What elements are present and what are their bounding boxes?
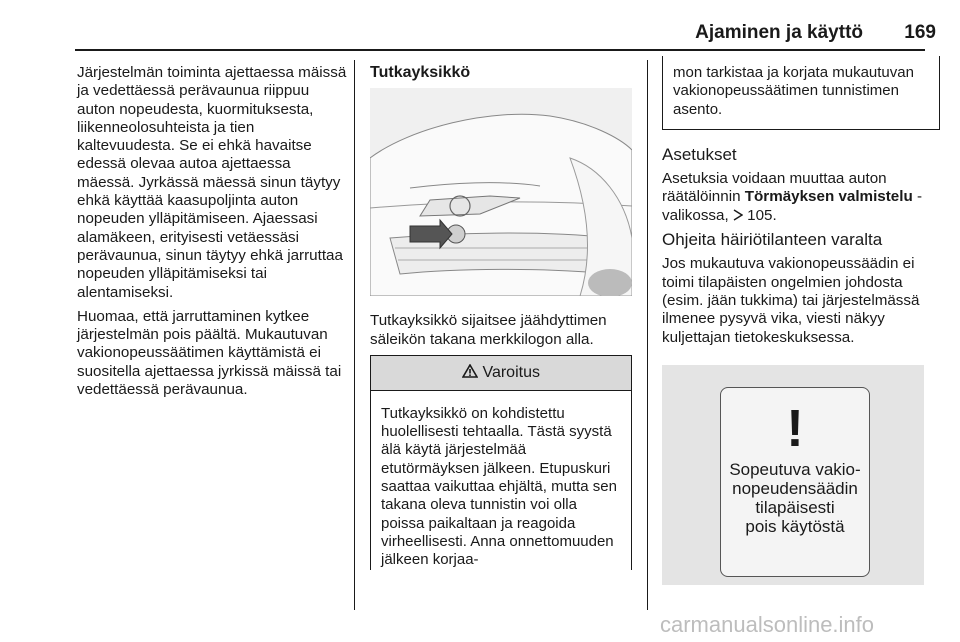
paragraph-braking: Huomaa, että jarruttaminen kytkee järjestelmän pois päältä. Mukautuvan vakionopeussäätimen käyttämistä ei suositella ajettaessa jyrkissä mäissä tai vedettäessä perävaunua. (77, 307, 342, 399)
display-panel (720, 387, 870, 577)
page-reference[interactable]: 105. (747, 206, 777, 224)
car-front-image (370, 88, 632, 296)
column-divider-2 (647, 60, 648, 610)
watermark: carmanualsonline.info (660, 612, 875, 637)
radar-heading: Tutkayksikkö (370, 64, 471, 81)
fault-heading: Ohjeita häiriötilanteen varalta (662, 230, 883, 250)
menu-name: Törmäyksen valmistelu (744, 188, 913, 206)
page-header (0, 22, 936, 46)
warning-box-continued: mon tarkistaa ja korjata mukautuvan vakionopeussäätimen tunnistimen asento. (662, 56, 940, 130)
exclamation-icon: ! (786, 399, 804, 458)
column-divider-1 (354, 60, 355, 610)
radar-caption: Tutkayksikkö sijaitsee jäähdyttimen säleikön takana merkkilogon alla. (370, 312, 607, 348)
display-line-1: Sopeutuva vakio- (729, 459, 861, 479)
section-title: Ajaminen ja käyttö (695, 22, 864, 43)
warning-title: Varoitus (482, 363, 540, 381)
warning-header (371, 356, 631, 391)
column-1 (77, 64, 347, 405)
car-front-illustration (370, 88, 632, 296)
warning-triangle-icon (462, 364, 482, 381)
column-3 (662, 60, 930, 585)
display-line-3: tilapäisesti (755, 497, 835, 517)
warning-box (370, 355, 632, 570)
settings-paragraph: Asetuksia voidaan muuttaa auton räätälöinnin Törmäyksen valmistelu -valikossa, 105. (662, 170, 923, 224)
fault-paragraph: Jos mukautuva vakionopeussäädin ei toimi tilapäisten ongelmien johdosta (esim. jään tukkima) tai järjestelmässä ilmenee pysyvä vika, viesti näkyy kuljettajan tietokeskuksessa. (662, 255, 920, 346)
column-2 (370, 64, 632, 570)
driver-info-display-image (662, 365, 924, 585)
page-number: 169 (904, 22, 936, 43)
settings-heading: Asetukset (662, 144, 737, 164)
header-divider (75, 49, 925, 51)
warning-body: Tutkayksikkö on kohdistettu huolellisesti tehtaalla. Tästä syystä älä käytä järjestelmää etutörmäyksen jälkeen. Etupuskuri saattaa vaikuttaa ehjältä, mutta sen takana oleva tunnistin voi olla poissa paikaltaan ja reagoida virheellisesti. Anna onnettomuuden jälkeen korjaa- (381, 404, 617, 569)
paragraph-terrain: Järjestelmän toiminta ajettaessa mäissä ja vedettäessä perävaunua riippuu auton nopeudesta, kuormituksesta, liikenneolosuhteista ja tien kaltevuudesta. Se ei ehkä havaitse edessä olevaa autoa ajettaessa mäessä. Jyrkässä mäessä sinun täytyy ehkä käyttää kaasupoljinta auton nopeuden ylläpitämiseen. Ajaessasi alamäkeen, erityisesti vetäessäsi perävaunua, sinun täytyy ehkä jarruttaa nopeuden ylläpitämiseksi tai alentamiseksi. (77, 64, 347, 301)
reference-arrow-icon (733, 207, 743, 224)
display-line-2: nopeudensäädin (732, 478, 858, 498)
display-line-4: pois käytöstä (745, 516, 845, 536)
